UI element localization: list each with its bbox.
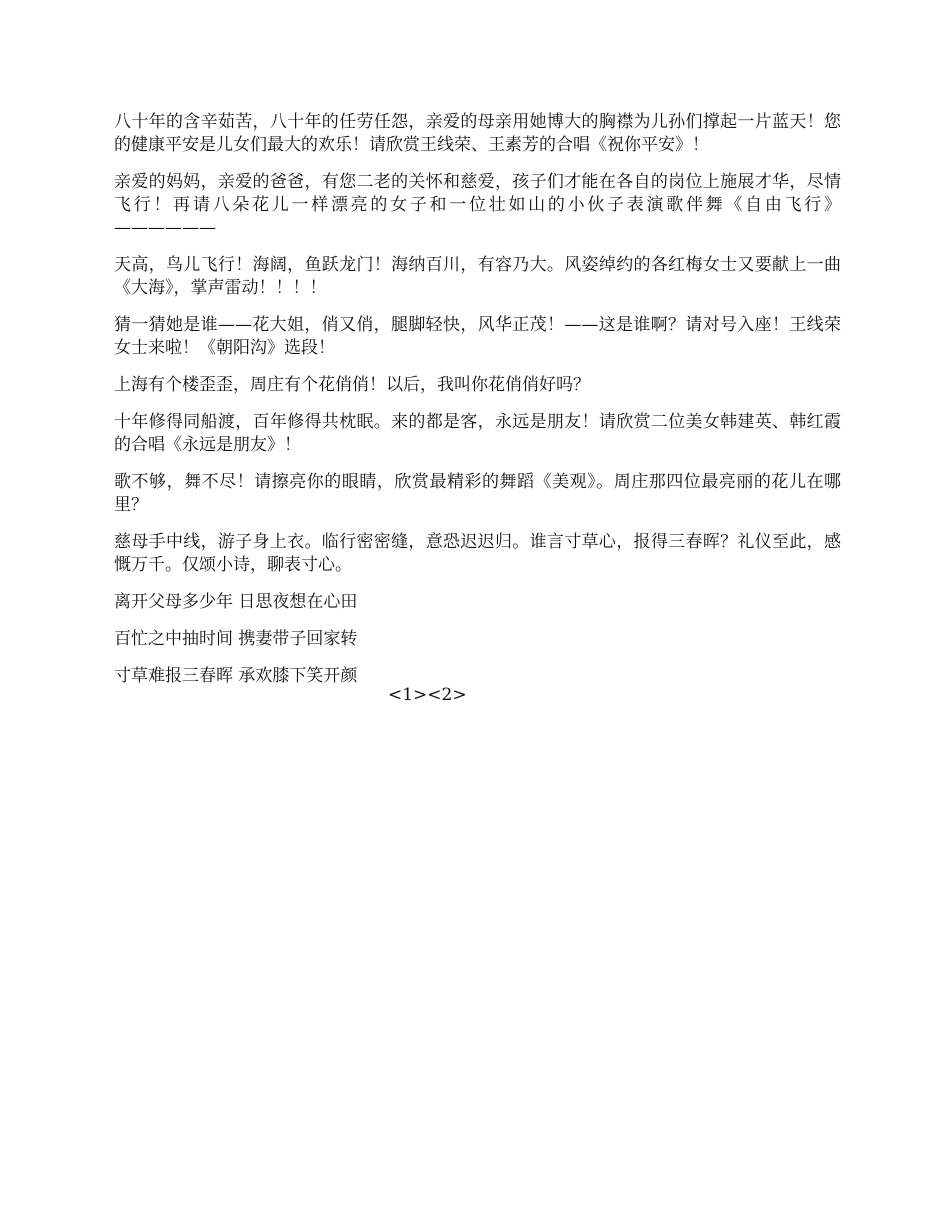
paragraph-8: 慈母手中线，游子身上衣。临行密密缝，意恐迟迟归。谁言寸草心，报得三春晖？礼仪至此，感慨万千。仅颂小诗，聊表寸心。 xyxy=(114,532,841,575)
pagination-links[interactable]: <1><2> xyxy=(388,685,467,705)
paragraph-1: 八十年的含辛茹苦，八十年的任劳任怨，亲爱的母亲用她博大的胸襟为儿孙们撑起一片蓝天！您的健康平安是儿女们最大的欢乐！请欣赏王线荣、王素芳的合唱《祝你平安》！ xyxy=(114,112,841,155)
document-body xyxy=(114,111,841,702)
paragraph-5: 上海有个楼歪歪，周庄有个花俏俏！以后，我叫你花俏俏好吗？ xyxy=(114,375,590,395)
poem-line-1: 离开父母多少年 日思夜想在心田 xyxy=(114,592,358,612)
paragraph-2: 亲爱的妈妈，亲爱的爸爸，有您二老的关怀和慈爱，孩子们才能在各自的岗位上施展才华，尽情飞行！再请八朵花儿一样漂亮的女子和一位壮如山的小伙子表演歌伴舞《自由飞行》—————— xyxy=(114,172,841,238)
paragraph-6: 十年修得同船渡，百年修得共枕眠。来的都是客，永远是朋友！请欣赏二位美女韩建英、韩红霞的合唱《永远是朋友》！ xyxy=(114,412,841,455)
paragraph-7: 歌不够，舞不尽！请擦亮你的眼睛，欣赏最精彩的舞蹈《美观》。周庄那四位最亮丽的花儿在哪里？ xyxy=(114,472,841,515)
paragraph-4: 猜一猜她是谁——花大姐，俏又俏，腿脚轻快，风华正茂！——这是谁啊？请对号入座！王线荣女士来啦！《朝阳沟》选段！ xyxy=(114,315,841,358)
paragraph-3: 天高，鸟儿飞行！海阔，鱼跃龙门！海纳百川，有容乃大。风姿绰约的各红梅女士又要献上一曲《大海》，掌声雷动！！！！ xyxy=(114,255,841,298)
poem-line-2: 百忙之中抽时间 携妻带子回家转 xyxy=(114,629,358,649)
poem-line-3: 寸草难报三春晖 承欢膝下笑开颜 xyxy=(114,666,358,686)
